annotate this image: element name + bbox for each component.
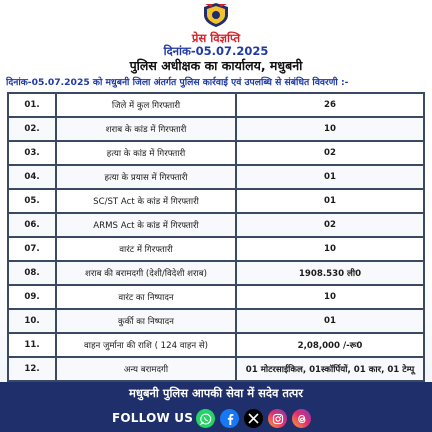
- row-description: कुर्की का निष्पादन: [56, 309, 236, 333]
- row-number: 12.: [8, 357, 56, 381]
- row-description: हत्या के कांड में गिरफ्तारी: [56, 141, 236, 165]
- office-name: पुलिस अधीक्षक का कार्यालय, मधुबनी: [129, 58, 303, 73]
- table-row: [8, 309, 424, 333]
- row-description: अन्य बरामदगी: [56, 357, 236, 381]
- table-row: [8, 237, 424, 261]
- facebook-icon[interactable]: [220, 409, 239, 428]
- table-row: [8, 261, 424, 285]
- table-row: [8, 165, 424, 189]
- row-description: वारंट में गिरफ्तारी: [56, 237, 236, 261]
- table-row: [8, 285, 424, 309]
- row-number: 02.: [8, 117, 56, 141]
- table-row: [8, 117, 424, 141]
- row-number: 07.: [8, 237, 56, 261]
- press-release-title: प्रेस विज्ञप्ति: [191, 31, 241, 45]
- row-value: 10: [236, 117, 424, 141]
- row-number: 08.: [8, 261, 56, 285]
- row-value: 10: [236, 237, 424, 261]
- row-value: 10: [236, 285, 424, 309]
- threads-icon[interactable]: [292, 409, 311, 428]
- row-number: 01.: [8, 93, 56, 117]
- row-description: शराब की बरामदगी (देशी/विदेशी शराब): [56, 261, 236, 285]
- row-description: शराब के कांड में गिरफ्तारी: [56, 117, 236, 141]
- social-follow-bar: [0, 404, 432, 432]
- table-row: [8, 93, 424, 117]
- row-value: 2,08,000 /-रू0: [236, 333, 424, 357]
- slogan-banner: मधुबनी पुलिस आपकी सेवा में सदेव तत्पर: [0, 382, 432, 404]
- row-number: 06.: [8, 213, 56, 237]
- x-icon[interactable]: [244, 409, 263, 428]
- table-row: [8, 333, 424, 357]
- row-description: SC/ST Act के कांड में गिरफ्तारी: [56, 189, 236, 213]
- row-number: 03.: [8, 141, 56, 165]
- press-release-date: दिनांक-05.07.2025: [163, 44, 269, 58]
- table-row: [8, 357, 424, 381]
- row-description: जिले में कुल गिरफ्तारी: [56, 93, 236, 117]
- row-value: 1908.530 ली0: [236, 261, 424, 285]
- row-value: 26: [236, 93, 424, 117]
- row-value: 02: [236, 141, 424, 165]
- row-number: 04.: [8, 165, 56, 189]
- row-number: 05.: [8, 189, 56, 213]
- row-value: 01 मोटरसाईकिल, 01स्कॉर्पियों, 01 कार, 01 टेम्पू: [236, 357, 424, 381]
- row-number: 11.: [8, 333, 56, 357]
- row-number: 10.: [8, 309, 56, 333]
- table-row: [8, 213, 424, 237]
- row-number: 09.: [8, 285, 56, 309]
- row-value: 01: [236, 165, 424, 189]
- row-description: वारंट का निष्पादन: [56, 285, 236, 309]
- row-value: 01: [236, 189, 424, 213]
- report-subheading: दिनांक-05.07.2025 को मधुबनी जिला अंतर्गत पुलिस कार्रवाई एवं उपलब्धि से संबंधित विवरणी :-: [6, 77, 349, 88]
- follow-us-label: FOLLOW US: [112, 411, 194, 425]
- row-description: हत्या के प्रयास में गिरफ्तारी: [56, 165, 236, 189]
- instagram-icon[interactable]: [268, 409, 287, 428]
- row-description: वाहन जुर्माना की राशि ( 124 वाहन से): [56, 333, 236, 357]
- table-row: [8, 141, 424, 165]
- table-row: [8, 189, 424, 213]
- row-value: 02: [236, 213, 424, 237]
- whatsapp-icon[interactable]: [196, 409, 215, 428]
- row-value: 01: [236, 309, 424, 333]
- police-emblem-icon: [201, 2, 231, 28]
- row-description: ARMS Act के कांड में गिरफ्तारी: [56, 213, 236, 237]
- action-summary-table: [7, 92, 425, 380]
